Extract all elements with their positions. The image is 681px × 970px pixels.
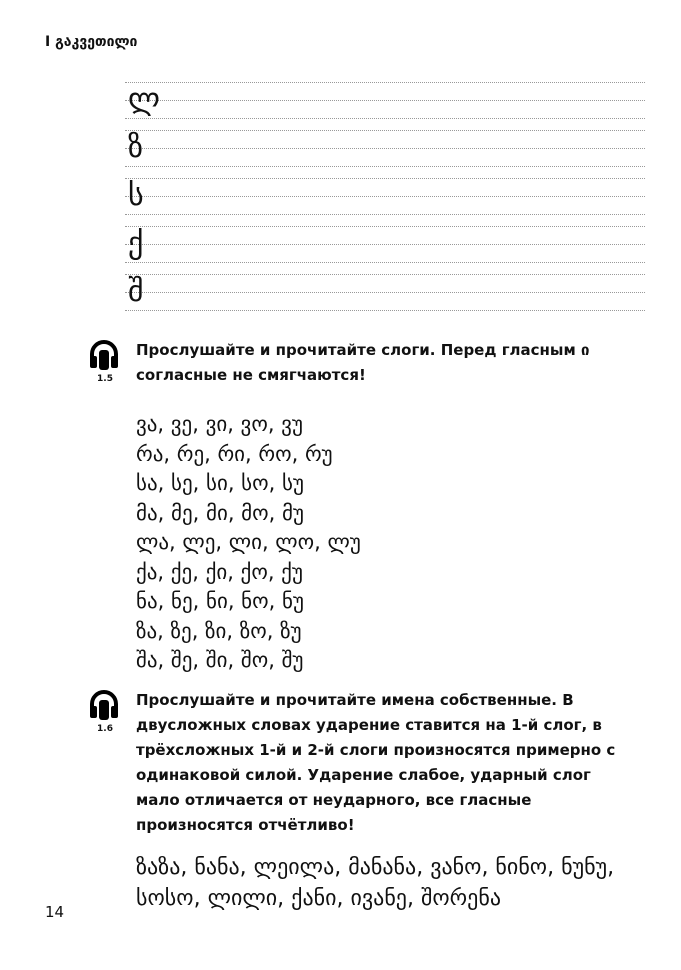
- letter-practice: [125, 78, 645, 318]
- letter-row: [125, 126, 645, 174]
- syllable-line: ლა, ლე, ლი, ლო, ლუ: [136, 530, 361, 554]
- syllable-line: ვა, ვე, ვი, ვო, ვუ: [136, 412, 303, 436]
- syllable-line: რა, რე, რი, რო, რუ: [136, 441, 333, 466]
- letter-row: [125, 222, 645, 270]
- exercise-1-5: [88, 338, 648, 676]
- headphones-icon: [88, 338, 120, 372]
- audio-track[interactable]: [88, 688, 122, 734]
- audio-track[interactable]: [88, 338, 122, 384]
- track-number: 1.5: [97, 374, 113, 384]
- letter: ზ: [128, 130, 144, 165]
- letter-row: [125, 78, 645, 126]
- syllable-line: შა, შე, ში, შო, შუ: [136, 648, 304, 672]
- exercise-1-6: [88, 688, 648, 914]
- syllable-line: ნა, ნე, ნი, ნო, ნუ: [136, 589, 304, 613]
- instruction: Прослушайте и прочитайте слоги. Перед гласным ი согласные не смягчаются!: [136, 341, 590, 384]
- names-line: ზაზა, ნანა, ლეილა, მანანა, ვანო, ნინო, ნუნუ,: [136, 855, 615, 880]
- letter: შ: [128, 274, 144, 309]
- letter-row: [125, 174, 645, 222]
- letter: ქ: [128, 226, 144, 261]
- syllable-line: მა, მე, მი, მო, მუ: [136, 500, 304, 525]
- letter: ლ: [128, 82, 160, 117]
- letter: ს: [128, 178, 144, 213]
- headphones-icon: [88, 688, 120, 722]
- names-list: [136, 852, 648, 914]
- letter-row: [125, 270, 645, 318]
- instruction: Прослушайте и прочитайте имена собственные. В двусложных словах ударение ставится на 1-й слог, в трёхсложных 1-й и 2-й слоги произносятся примерно с одинаковой силой. Ударение слабое, ударный слог мало отличается от неударного, все гласные произносятся отчётливо!: [136, 691, 616, 834]
- track-number: 1.6: [97, 724, 113, 734]
- page-number: 14: [45, 903, 65, 921]
- syllable-line: ზა, ზე, ზი, ზო, ზუ: [136, 618, 302, 643]
- lesson-header: I გაკვეთილი: [45, 34, 138, 50]
- names-line: სოსო, ლილი, ქანი, ივანე, შორენა: [136, 886, 501, 911]
- syllable-list: [136, 410, 648, 676]
- syllable-line: სა, სე, სი, სო, სუ: [136, 471, 304, 495]
- syllable-line: ქა, ქე, ქი, ქო, ქუ: [136, 559, 303, 584]
